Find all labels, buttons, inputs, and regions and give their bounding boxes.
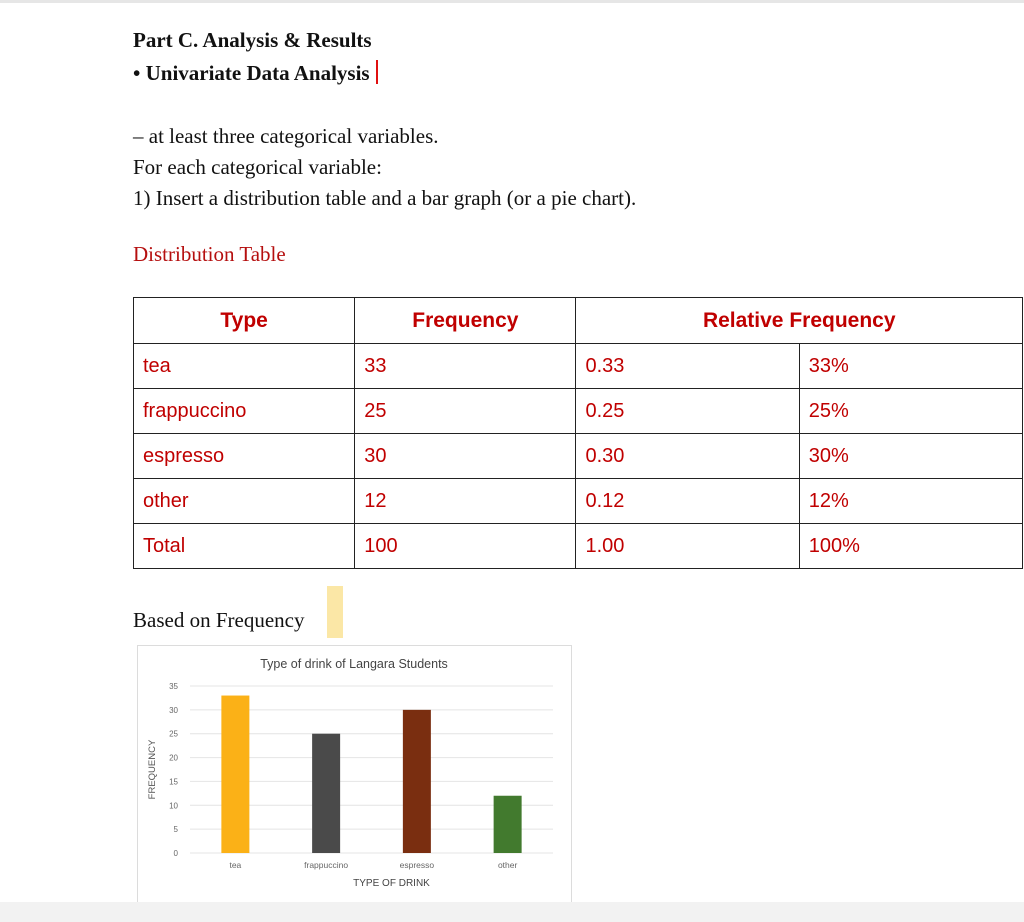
- x-tick-label: frappuccino: [304, 860, 349, 870]
- cell-frequency: 12: [355, 479, 576, 524]
- bar-tea: [221, 696, 249, 853]
- cell-percent: 12%: [799, 479, 1022, 524]
- bar-frappuccino: [312, 734, 340, 853]
- distribution-table: [133, 297, 1023, 569]
- cell-relative: 0.30: [576, 434, 799, 479]
- y-tick-label: 35: [169, 682, 178, 691]
- x-tick-label: other: [497, 860, 518, 870]
- cell-percent: 100%: [799, 524, 1022, 569]
- bar-chart-svg: [138, 646, 571, 903]
- text-cursor: [376, 60, 378, 84]
- header-type: Type: [134, 298, 355, 344]
- y-tick-label: 30: [169, 705, 178, 715]
- based-on-label: Based on Frequency: [133, 608, 305, 632]
- table-row: [134, 389, 1023, 434]
- cell-frequency: 100: [355, 524, 576, 569]
- instruction-line-1: – at least three categorical variables.: [133, 124, 439, 148]
- y-tick-label: 0: [173, 849, 178, 858]
- cell-type: tea: [134, 344, 355, 389]
- section-heading: [133, 60, 378, 86]
- x-axis-label: TYPE OF DRINK: [353, 878, 430, 889]
- bar-chart[interactable]: [137, 645, 572, 904]
- top-border: [0, 0, 1024, 3]
- part-heading: Part C. Analysis & Results: [133, 28, 372, 52]
- table-row: [134, 434, 1023, 479]
- text-highlight: [327, 586, 343, 638]
- y-tick-label: 20: [169, 753, 178, 763]
- y-axis-label: FREQUENCY: [147, 739, 158, 800]
- cell-frequency: 30: [355, 434, 576, 479]
- bar-espresso: [403, 710, 431, 853]
- cell-percent: 33%: [799, 344, 1022, 389]
- cell-percent: 25%: [799, 389, 1022, 434]
- y-tick-label: 25: [169, 729, 178, 739]
- y-tick-label: 5: [173, 825, 178, 835]
- table-row: [134, 344, 1023, 389]
- x-tick-label: tea: [229, 860, 242, 870]
- cell-frequency: 25: [355, 389, 576, 434]
- y-tick-label: 10: [169, 801, 178, 811]
- bar-other: [494, 796, 522, 853]
- cell-percent: 30%: [799, 434, 1022, 479]
- cell-type: Total: [134, 524, 355, 569]
- header-relative-frequency: Relative Frequency: [576, 298, 1023, 344]
- section-heading-text: • Univariate Data Analysis: [133, 61, 370, 85]
- cell-type: other: [134, 479, 355, 524]
- cell-relative: 0.25: [576, 389, 799, 434]
- bottom-border: [0, 902, 1024, 922]
- table-row: [134, 479, 1023, 524]
- instruction-line-3: 1) Insert a distribution table and a bar graph (or a pie chart).: [133, 186, 637, 210]
- distribution-table-title: Distribution Table: [133, 242, 286, 266]
- instruction-line-2: For each categorical variable:: [133, 155, 382, 179]
- header-frequency: Frequency: [355, 298, 576, 344]
- cell-relative: 1.00: [576, 524, 799, 569]
- chart-title: Type of drink of Langara Students: [260, 657, 448, 671]
- cell-type: espresso: [134, 434, 355, 479]
- cell-frequency: 33: [355, 344, 576, 389]
- table-total-row: [134, 524, 1023, 569]
- x-tick-label: espresso: [399, 860, 435, 870]
- cell-relative: 0.12: [576, 479, 799, 524]
- table-header-row: [134, 298, 1023, 344]
- cell-type: frappuccino: [134, 389, 355, 434]
- cell-relative: 0.33: [576, 344, 799, 389]
- y-tick-label: 15: [169, 777, 178, 787]
